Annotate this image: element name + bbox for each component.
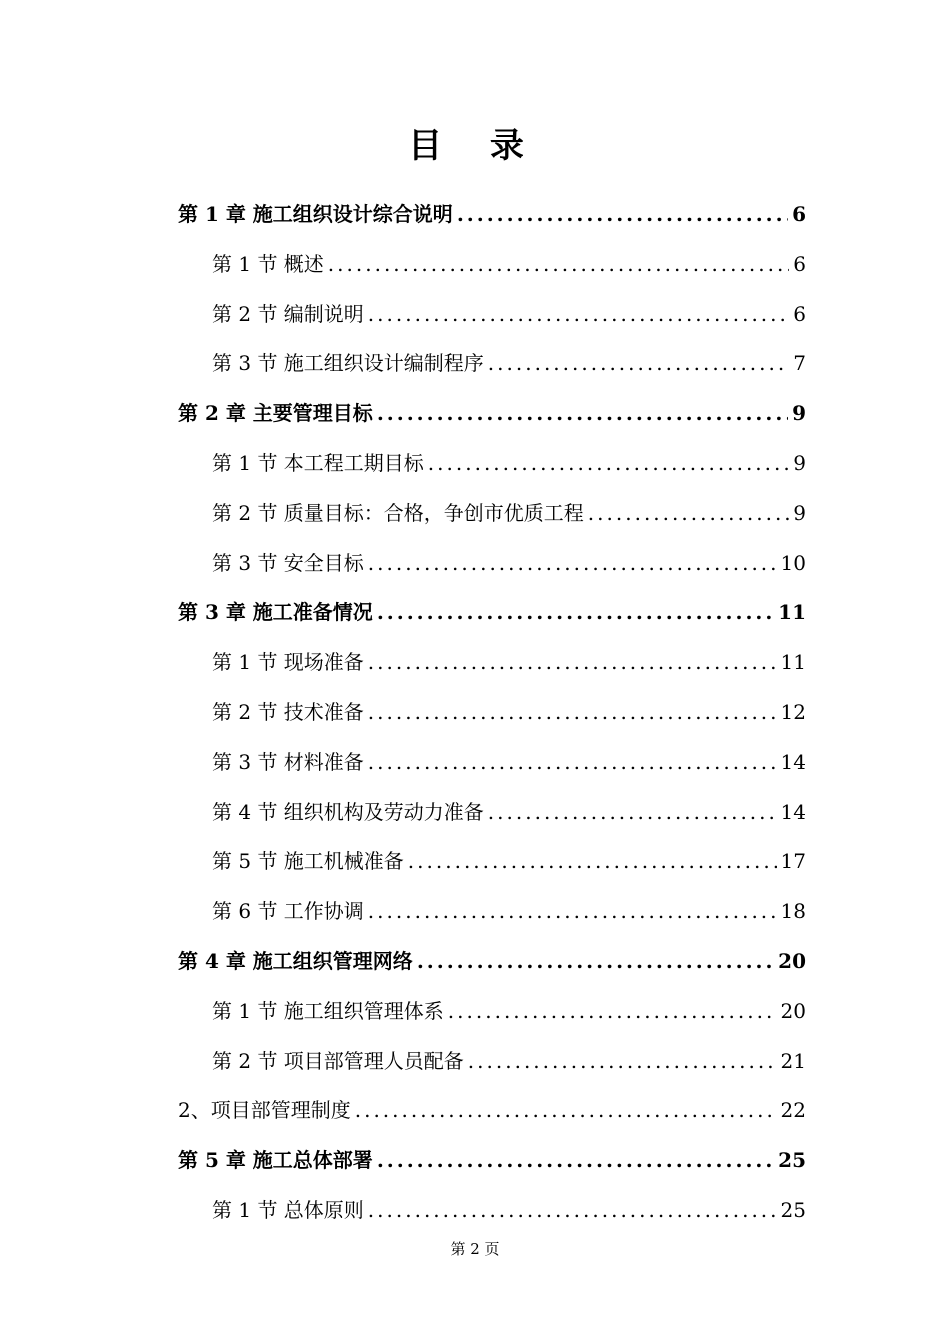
toc-page-number: 6 (793, 301, 806, 326)
toc-entry[interactable] (178, 439, 806, 489)
toc-page-number: 11 (780, 650, 806, 675)
toc-label: 第 2 节 质量目标：合格，争创市优质工程 (212, 500, 584, 525)
toc-leader (457, 190, 788, 240)
toc-entry[interactable] (178, 638, 806, 688)
toc-entry[interactable] (178, 1037, 806, 1087)
toc-label: 2、项目部管理制度 (178, 1098, 351, 1123)
toc-entry[interactable] (178, 290, 806, 340)
toc-leader (448, 987, 777, 1037)
toc-page-number: 7 (793, 351, 806, 376)
toc-leader (328, 240, 789, 290)
toc-page-number: 25 (778, 1148, 806, 1173)
toc-label: 第 2 节 技术准备 (212, 699, 364, 724)
toc-page-number: 11 (778, 600, 806, 625)
toc-leader (488, 788, 777, 838)
toc-page-number: 9 (792, 401, 806, 426)
toc-entry[interactable] (178, 588, 806, 638)
toc-leader (377, 1136, 774, 1186)
toc-entry[interactable] (178, 389, 806, 439)
toc-label: 第 1 节 现场准备 (212, 650, 364, 675)
toc-entry[interactable] (178, 1186, 806, 1236)
toc-entry[interactable] (178, 738, 806, 788)
toc-label: 第 1 章 施工组织设计综合说明 (178, 202, 453, 226)
toc-page-number: 22 (780, 1098, 806, 1123)
toc-leader (417, 937, 774, 987)
toc-label: 第 3 节 材料准备 (212, 749, 364, 774)
toc-leader (377, 588, 774, 638)
toc-label: 第 1 节 概述 (212, 251, 324, 276)
toc-entry[interactable] (178, 937, 806, 987)
toc-label: 第 4 章 施工组织管理网络 (178, 948, 413, 973)
toc-entry[interactable] (178, 688, 806, 738)
toc-entry[interactable] (178, 837, 806, 887)
toc-label: 第 3 节 安全目标 (212, 550, 364, 575)
toc-page-number: 14 (780, 799, 806, 824)
toc-label: 第 5 章 施工总体部署 (178, 1148, 373, 1173)
toc-leader (368, 688, 777, 738)
toc-leader (368, 638, 777, 688)
toc-page-number: 9 (793, 450, 806, 475)
table-of-contents (178, 190, 806, 1236)
toc-entry[interactable] (178, 1136, 806, 1186)
toc-entry[interactable] (178, 190, 806, 240)
toc-label: 第 5 节 施工机械准备 (212, 849, 404, 874)
toc-label: 第 2 节 项目部管理人员配备 (212, 1048, 464, 1073)
toc-leader (368, 539, 777, 589)
toc-page-number: 9 (793, 500, 806, 525)
toc-leader (408, 837, 777, 887)
toc-entry[interactable] (178, 887, 806, 937)
toc-leader (428, 439, 789, 489)
toc-leader (355, 1086, 777, 1136)
toc-label: 第 4 节 组织机构及劳动力准备 (212, 799, 484, 824)
toc-page-number: 18 (780, 899, 806, 924)
toc-entry[interactable] (178, 788, 806, 838)
toc-page-number: 25 (780, 1197, 806, 1222)
toc-leader (368, 738, 777, 788)
page-title: 目 录 (408, 126, 542, 166)
toc-entry[interactable] (178, 1086, 806, 1136)
toc-entry[interactable] (178, 489, 806, 539)
toc-leader (488, 339, 789, 389)
toc-leader (468, 1037, 777, 1087)
toc-page-number: 6 (793, 251, 806, 276)
toc-leader (368, 887, 777, 937)
toc-entry[interactable] (178, 339, 806, 389)
toc-page-number: 10 (780, 550, 806, 575)
toc-page-number: 20 (778, 948, 806, 973)
toc-entry[interactable] (178, 539, 806, 589)
toc-page-number: 17 (780, 849, 806, 874)
toc-leader (377, 389, 788, 439)
toc-leader (588, 489, 789, 539)
page-footer: 第 2 页 (450, 1240, 500, 1258)
toc-leader (368, 290, 789, 340)
toc-label: 第 3 章 施工准备情况 (178, 600, 373, 625)
toc-label: 第 2 章 主要管理目标 (178, 401, 373, 426)
toc-label: 第 2 节 编制说明 (212, 301, 364, 326)
toc-label: 第 1 节 本工程工期目标 (212, 450, 424, 475)
toc-label: 第 1 节 总体原则 (212, 1197, 364, 1222)
toc-entry[interactable] (178, 987, 806, 1037)
toc-page-number: 12 (780, 699, 806, 724)
toc-entry[interactable] (178, 240, 806, 290)
toc-page-number: 6 (792, 202, 806, 226)
toc-page-number: 20 (780, 998, 806, 1023)
toc-label: 第 1 节 施工组织管理体系 (212, 998, 444, 1023)
toc-leader (368, 1186, 777, 1236)
toc-page-number: 14 (780, 749, 806, 774)
toc-label: 第 6 节 工作协调 (212, 899, 364, 924)
toc-label: 第 3 节 施工组织设计编制程序 (212, 351, 484, 376)
toc-page-number: 21 (780, 1048, 806, 1073)
